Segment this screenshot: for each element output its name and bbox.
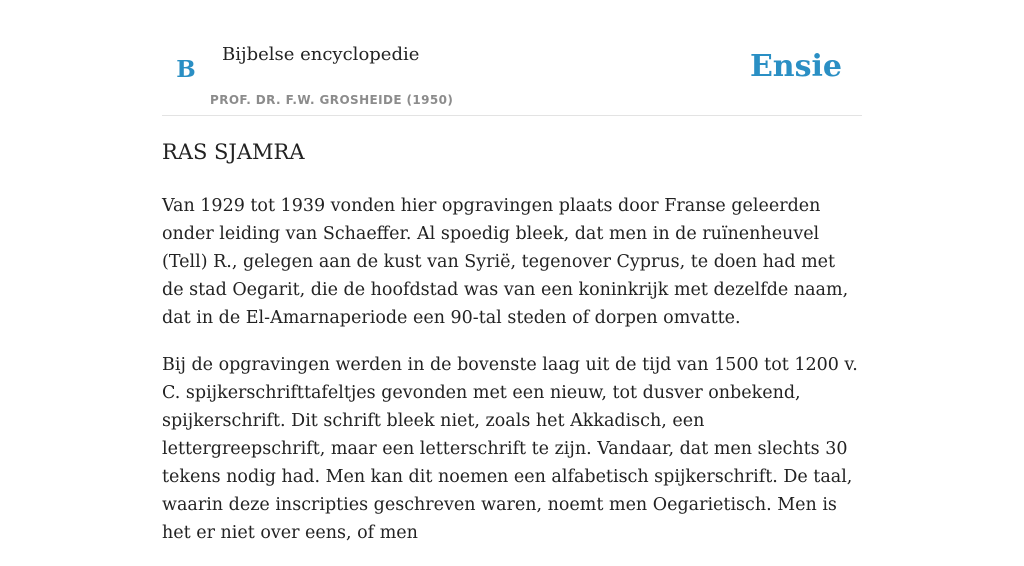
book-icon[interactable]: B — [176, 56, 196, 83]
content-container — [162, 0, 862, 543]
book-author: PROF. DR. F.W. GROSHEIDE (1950) — [210, 93, 454, 107]
book-header — [162, 0, 862, 116]
ensie-logo-link[interactable]: Ensie — [749, 49, 842, 84]
article-paragraph-1: Van 1929 tot 1939 vonden hier opgravingen plaats door Franse geleerden onder leiding van Schaeffer. Al spoedig bleek, dat men in de ruïnenheuvel (Tell) R., gelegen aan de kust van Syrië, tegenover Cyprus, te doen had met de stad Oegarit, die de hoofdstad was van een koninkrijk met dezelfde naam, dat in de El-Amarnaperiode een 90-tal steden of dorpen omvatte. — [162, 196, 849, 328]
article-paragraph-2: Bij de opgravingen werden in de bovenste laag uit de tijd van 1500 tot 1200 v. C. spijkerschrifttafeltjes gevonden met een nieuw, tot dusver onbekend, spijkerschrift. Dit schrift bleek niet, zoals het Akkadisch, een lettergreepschrift, maar een letterschrift te zijn. Vandaar, dat men slechts 30 tekens nodig had. Men kan dit noemen een alfabetisch spijkerschrift. De taal, waarin deze inscripties geschreven waren, noemt men Oegarietisch. Men is het er niet over eens, of men — [162, 355, 858, 543]
article-title: RAS SJAMRA — [162, 140, 305, 164]
article-body — [162, 192, 862, 566]
book-title-link[interactable]: Bijbelse encyclopedie — [222, 44, 420, 65]
